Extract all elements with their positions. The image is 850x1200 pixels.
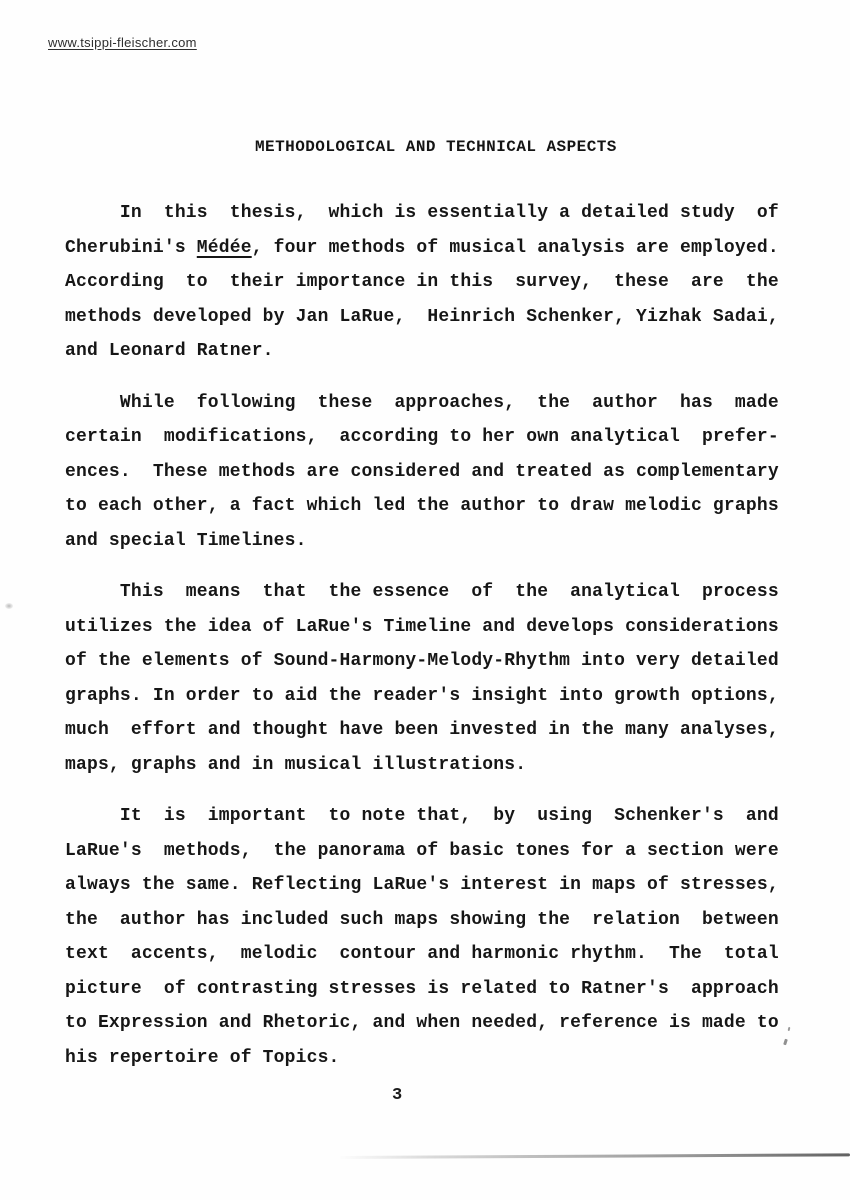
text-line: graphs. In order to aid the reader's insight into growth options,: [65, 685, 779, 706]
text-line: text accents, melodic contour and harmonic rhythm. The total: [65, 944, 779, 964]
scan-artifact-line: [338, 1153, 850, 1158]
text-line: and special Timelines.: [65, 530, 307, 551]
text-line: his repertoire of Topics.: [65, 1047, 340, 1068]
text-segment: , four methods of musical analysis are employed.: [251, 237, 779, 258]
text-line: and Leonard Ratner.: [65, 341, 274, 361]
document-body: [65, 196, 795, 1092]
text-segment: Cherubini's: [65, 237, 197, 258]
text-line: to each other, a fact which led the author to draw melodic graphs: [65, 496, 779, 516]
text-line: While following these approaches, the author has made: [65, 392, 779, 413]
paragraph: [65, 386, 795, 559]
paragraph: [65, 575, 795, 782]
underlined-term: Médée: [196, 237, 252, 258]
text-line: In this thesis, which is essentially a detailed study of: [65, 203, 779, 223]
text-line: certain modifications, according to her own analytical prefer-: [65, 427, 779, 447]
paragraph: [65, 196, 795, 369]
text-line: to Expression and Rhetoric, and when needed, reference is made to: [65, 1013, 779, 1033]
text-line: utilizes the idea of LaRue's Timeline and develops considerations: [65, 616, 779, 637]
text-line: maps, graphs and in musical illustrations.: [65, 754, 527, 775]
text-line: of the elements of Sound-Harmony-Melody-Rhythm into very detailed: [65, 651, 779, 671]
page-number: 3: [392, 1086, 403, 1105]
scan-speck: [5, 603, 13, 609]
paragraph: [65, 799, 795, 1075]
page-title: METHODOLOGICAL AND TECHNICAL ASPECTS: [255, 138, 617, 156]
text-line: LaRue's methods, the panorama of basic tones for a section were: [65, 840, 779, 861]
text-line: [65, 231, 795, 266]
text-line: ences. These methods are considered and treated as complementary: [65, 461, 779, 482]
text-line: This means that the essence of the analytical process: [65, 582, 779, 602]
text-line: methods developed by Jan LaRue, Heinrich Schenker, Yizhak Sadai,: [65, 306, 779, 327]
text-line: much effort and thought have been invested in the many analyses,: [65, 720, 779, 740]
text-line: the author has included such maps showing the relation between: [65, 909, 779, 930]
text-line: picture of contrasting stresses is related to Ratner's approach: [65, 978, 779, 999]
text-line: always the same. Reflecting LaRue's interest in maps of stresses,: [65, 875, 779, 895]
text-line: It is important to note that, by using Schenker's and: [65, 806, 779, 826]
watermark-url: www.tsippi-fleischer.com: [48, 35, 197, 50]
text-line: According to their importance in this survey, these are the: [65, 272, 779, 292]
